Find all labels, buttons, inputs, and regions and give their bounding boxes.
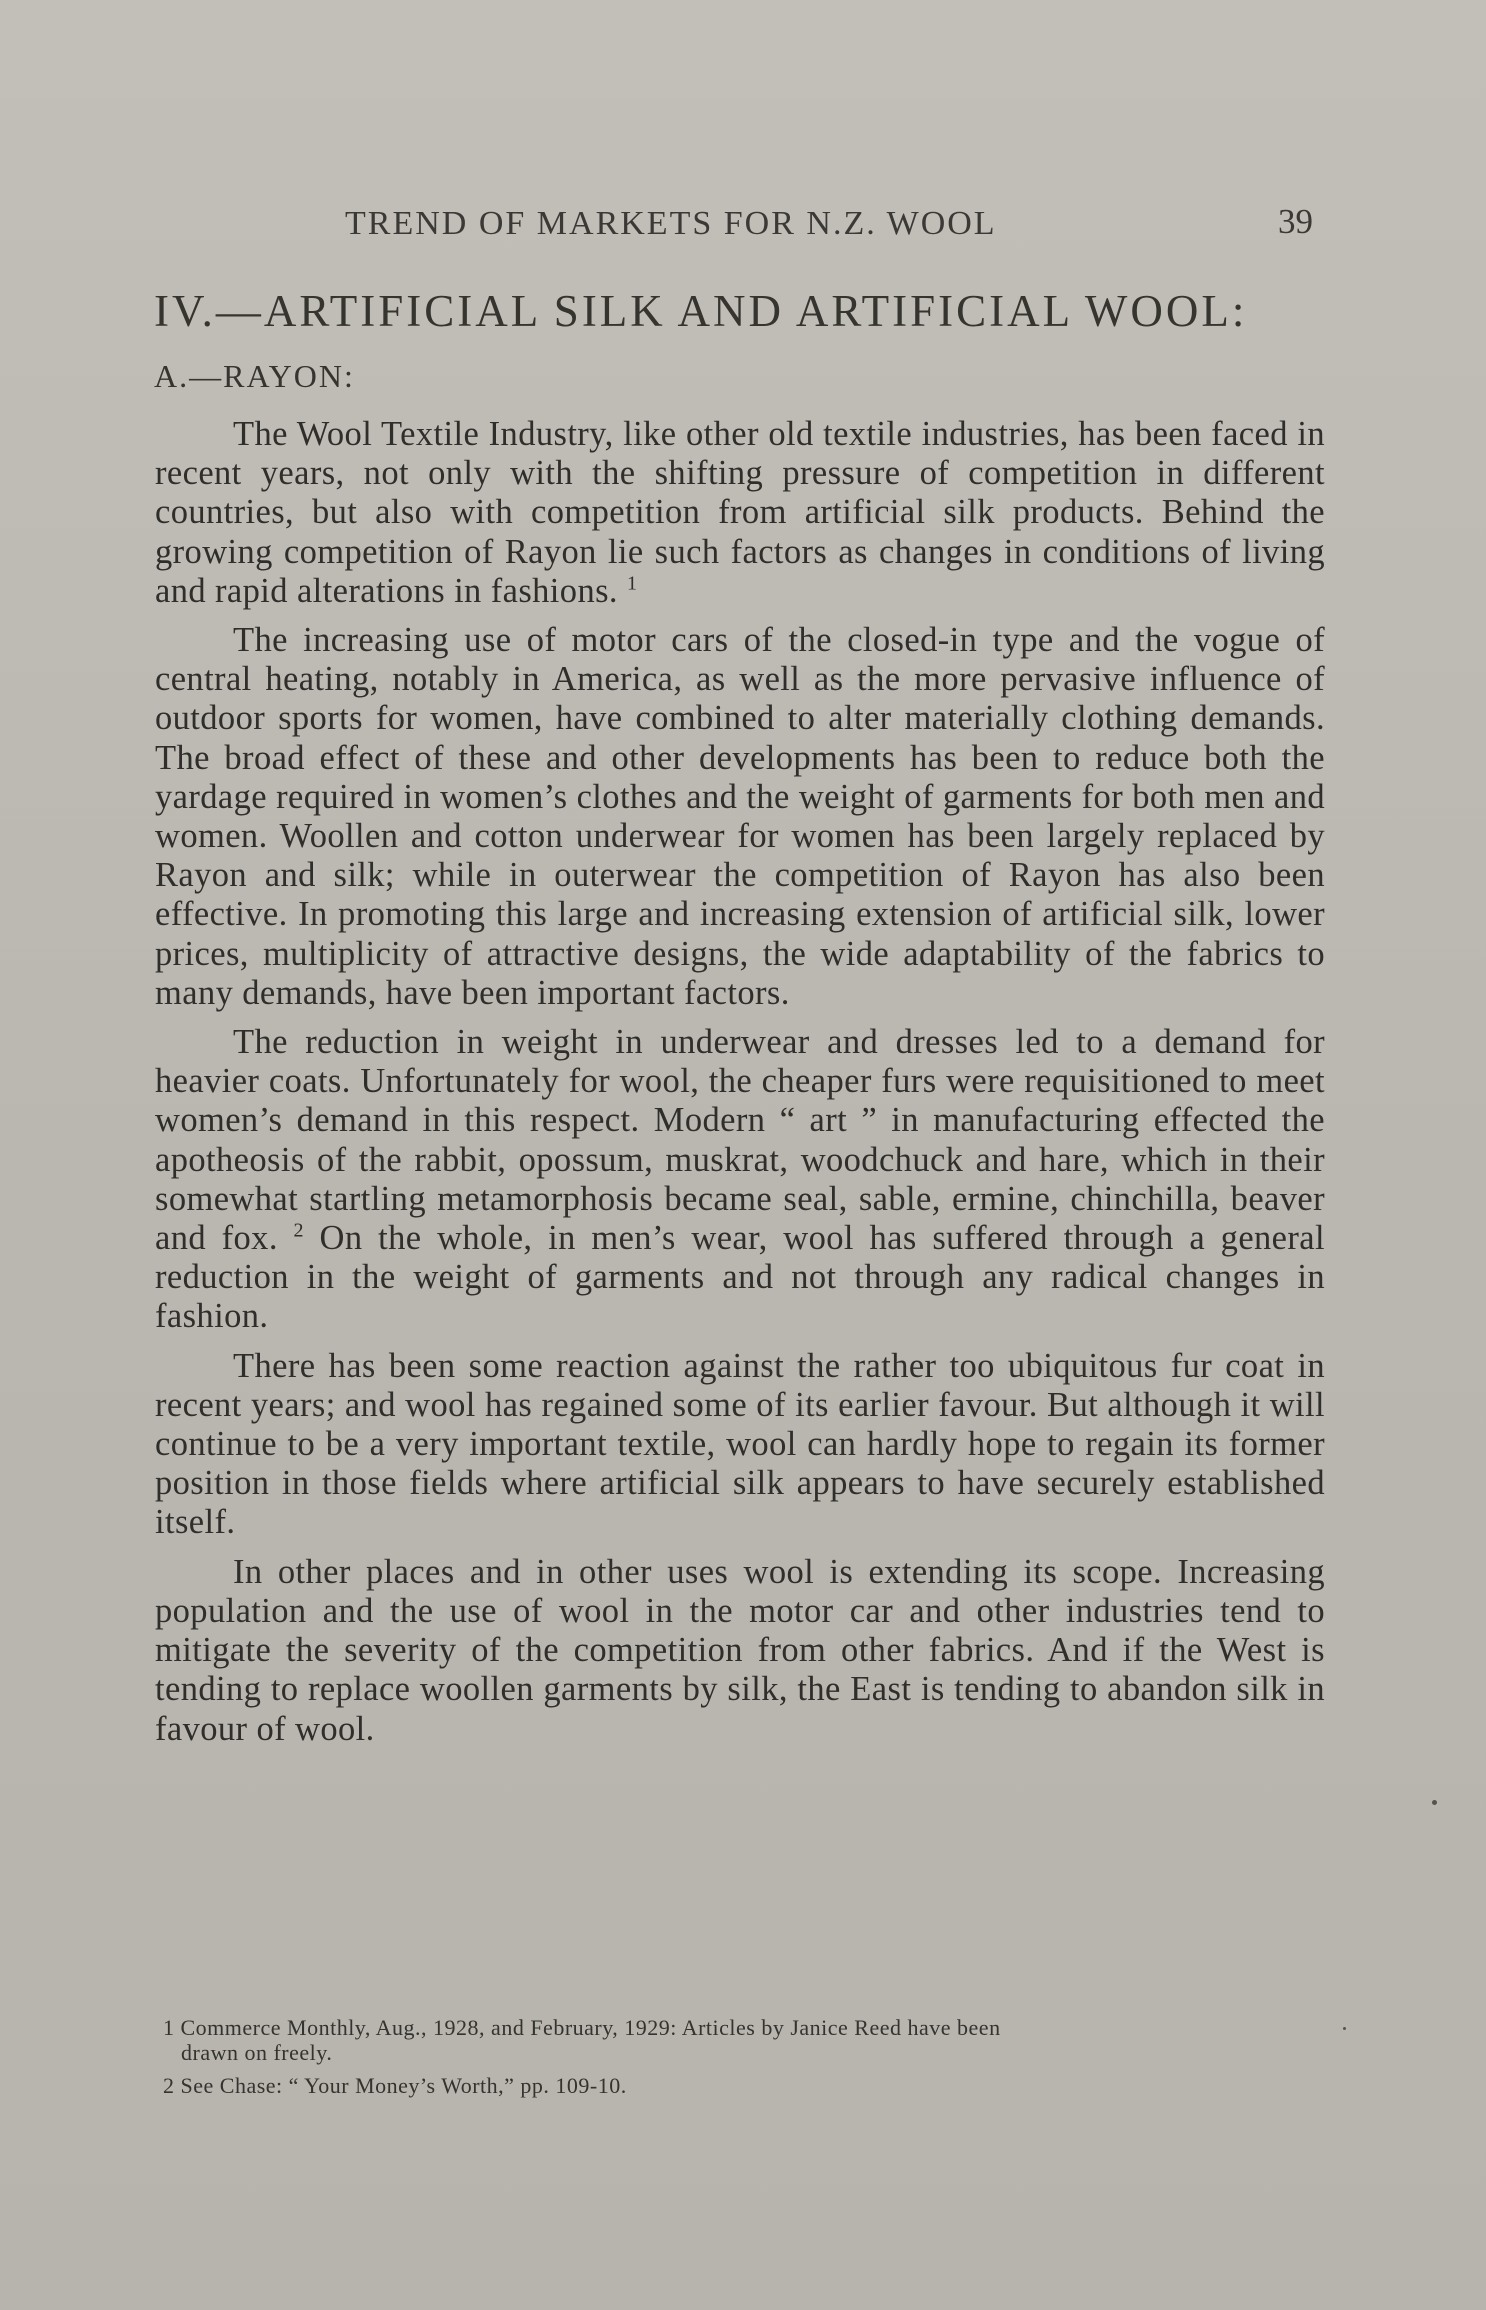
footnote-text: See Chase: “ Your Money’s Worth,” pp. 109-10. [180,2073,627,2098]
paragraph-text: The reduction in weight in underwear and dresses led to a demand for heavier coats. Unfortunately for wool, the cheaper furs were requisitioned to meet women’s demand in this respect. Modern “ art ” in manufacturing effected the apotheosis of the rabbit, opossum, muskrat, woodchuck and hare, which in their somewhat startling metamorphosis became seal, sable, ermine, chinchilla, beaver and fox. [155,1023,1325,1258]
paragraph-text-continued: On the whole, in men’s wear, wool has suffered through a general reduction in the weight of garments and not through any radical changes in fashion. [155,1219,1325,1336]
paragraph-4 [155,1347,1325,1543]
footnotes [163,2015,1331,2106]
footnote-text-continued: drawn on freely. [181,2040,333,2065]
paragraph-5 [155,1553,1325,1749]
paragraph-text: In other places and in other uses wool is extending its scope. Increasing population and the use of wool in the motor car and other industries tend to mitigate the severity of the competition from other fabrics. And if the West is tending to replace woollen garments by silk, the East is tending to abandon silk in favour of wool. [155,1552,1325,1748]
print-speck [1343,2027,1346,2030]
paragraph-1 [155,415,1325,611]
page-number: 39 [1278,202,1313,241]
footnote-number: 2 [163,2073,175,2098]
print-speck [1432,1800,1437,1805]
footnote-ref-1: 1 [626,572,638,595]
footnote-ref-2: 2 [293,1219,304,1242]
running-title: TREND OF MARKETS FOR N.Z. WOOL [345,205,997,242]
paragraph-3 [155,1023,1325,1337]
footnote-number: 1 [163,2015,175,2040]
footnote-text: Commerce Monthly, Aug., 1928, and February, 1929: Articles by Janice Reed have been [180,2015,1001,2040]
footnote-2 [163,2073,1331,2098]
chapter-heading: IV.—ARTIFICIAL SILK AND ARTIFICIAL WOOL: [154,286,1248,336]
paragraph-2 [155,621,1325,1013]
section-heading: A.—RAYON: [154,358,355,394]
paragraph-text: The increasing use of motor cars of the closed-in type and the vogue of central heating, notably in America, as well as the more pervasive influence of outdoor sports for women, have combined to alter materially clothing demands. The broad effect of these and other developments has been to reduce both the yardage required in women’s clothes and the weight of garments for both men and women. Woollen and cotton underwear for women has been largely replaced by Rayon and silk; while in outerwear the competition of Rayon has also been effective. In promoting this large and increasing extension of artificial silk, lower prices, multiplicity of attractive designs, the wide adaptability of the fabrics to many demands, have been important factors. [155,621,1325,1012]
footnote-1 [163,2015,1331,2065]
paragraph-text: The Wool Textile Industry, like other old textile industries, has been faced in recent years, not only with the shifting pressure of competition in different countries, but also with competition from artificial silk products. Behind the growing competition of Rayon lie such factors as changes in conditions of living and rapid alterations in fashions. [155,415,1325,610]
body-text [155,415,1325,1759]
paragraph-text: There has been some reaction against the rather too ubiquitous fur coat in recent years; and wool has regained some of its earlier favour. But although it will continue to be a very important textile, wool can hardly hope to regain its former position in those fields where artificial silk appears to have securely established itself. [155,1346,1325,1542]
